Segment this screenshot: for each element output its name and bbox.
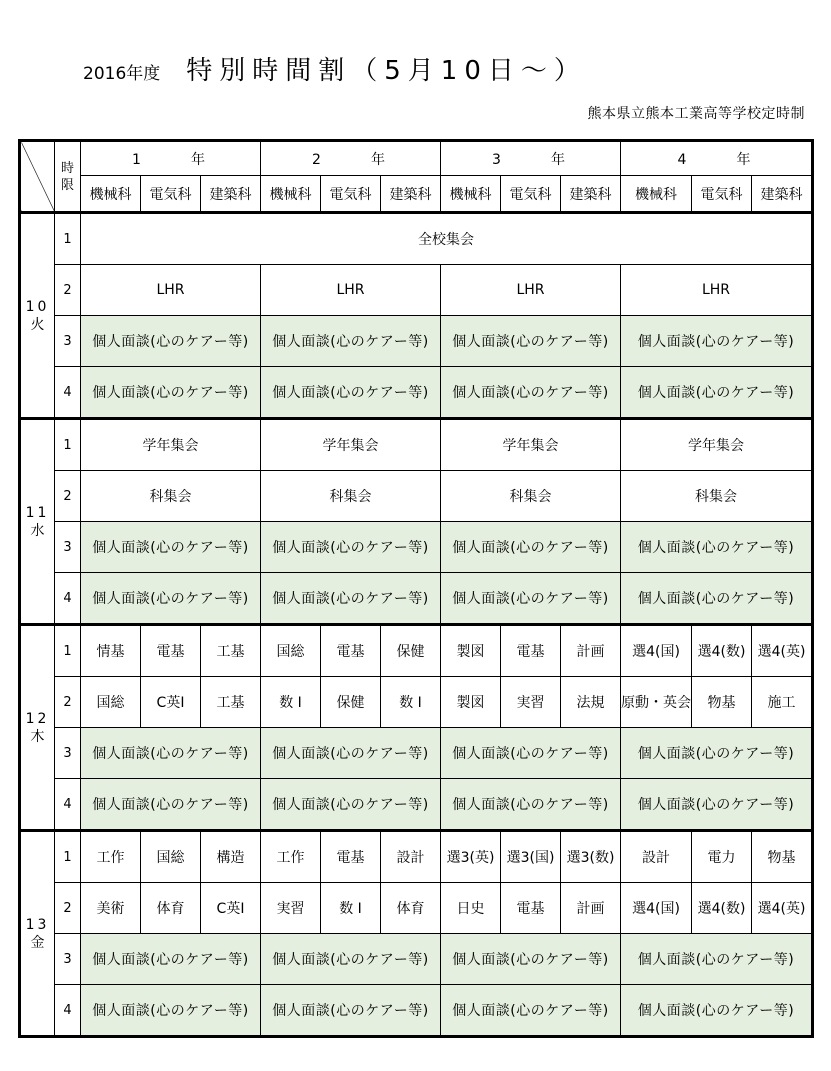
grade-activity-cell: LHR (81, 265, 261, 316)
subject-cell: 物基 (752, 831, 813, 883)
grade-header: 3 年 (441, 141, 621, 176)
period-number: 2 (55, 265, 81, 316)
counseling-cell: 個人面談(心のケアー等) (621, 985, 813, 1037)
counseling-cell: 個人面談(心のケアー等) (81, 934, 261, 985)
subject-cell: 設計 (381, 831, 441, 883)
day-date: 12 (25, 710, 50, 727)
counseling-cell: 個人面談(心のケアー等) (441, 934, 621, 985)
subject-cell: 製図 (441, 625, 501, 677)
department-header: 電気科 (141, 176, 201, 213)
subject-cell: 国総 (141, 831, 201, 883)
subject-cell: 電基 (501, 883, 561, 934)
department-header: 機械科 (81, 176, 141, 213)
subject-cell: 選4(数) (692, 625, 752, 677)
department-header: 電気科 (501, 176, 561, 213)
document-title (83, 50, 587, 87)
subject-cell: 工基 (201, 625, 261, 677)
counseling-cell: 個人面談(心のケアー等) (261, 573, 441, 625)
assembly-cell: 全校集会 (81, 213, 813, 265)
department-header: 電気科 (692, 176, 752, 213)
counseling-cell: 個人面談(心のケアー等) (441, 728, 621, 779)
subject-cell: 選4(英) (752, 625, 813, 677)
subject-cell: 物基 (692, 677, 752, 728)
counseling-cell: 個人面談(心のケアー等) (621, 316, 813, 367)
subject-cell: 電基 (141, 625, 201, 677)
subject-cell: 工作 (261, 831, 321, 883)
day-weekday: 木 (30, 728, 45, 745)
period-number: 3 (55, 316, 81, 367)
period-number: 4 (55, 367, 81, 419)
day-weekday: 金 (30, 934, 45, 951)
subject-cell: 電基 (321, 625, 381, 677)
subject-cell: 選3(英) (441, 831, 501, 883)
subject-cell: 選3(数) (561, 831, 621, 883)
period-number: 2 (55, 883, 81, 934)
subject-cell: 数 I (381, 677, 441, 728)
grade-activity-cell: 学年集会 (621, 419, 813, 471)
counseling-cell: 個人面談(心のケアー等) (621, 728, 813, 779)
period-number: 3 (55, 934, 81, 985)
subject-cell: 選4(数) (692, 883, 752, 934)
grade-activity-cell: 科集会 (621, 471, 813, 522)
subject-cell: 実習 (261, 883, 321, 934)
grade-activity-cell: 学年集会 (441, 419, 621, 471)
day-date: 10 (25, 298, 50, 315)
period-header: 時限 (55, 141, 81, 213)
counseling-cell: 個人面談(心のケアー等) (261, 779, 441, 831)
subject-cell: 工基 (201, 677, 261, 728)
counseling-cell: 個人面談(心のケアー等) (81, 316, 261, 367)
subject-cell: 法規 (561, 677, 621, 728)
subject-cell: 情基 (81, 625, 141, 677)
subject-cell: 選4(国) (621, 883, 692, 934)
counseling-cell: 個人面談(心のケアー等) (261, 522, 441, 573)
counseling-cell: 個人面談(心のケアー等) (441, 573, 621, 625)
subject-cell: 選4(英) (752, 883, 813, 934)
counseling-cell: 個人面談(心のケアー等) (441, 367, 621, 419)
day-cell (20, 419, 55, 625)
subject-cell: 工作 (81, 831, 141, 883)
period-number: 3 (55, 522, 81, 573)
department-header: 建築科 (381, 176, 441, 213)
school-name: 熊本県立熊本工業高等学校定時制 (587, 106, 805, 122)
period-number: 2 (55, 471, 81, 522)
period-number: 4 (55, 985, 81, 1037)
day-date: 13 (25, 916, 50, 933)
subject-cell: 国総 (261, 625, 321, 677)
counseling-cell: 個人面談(心のケアー等) (621, 779, 813, 831)
counseling-cell: 個人面談(心のケアー等) (261, 316, 441, 367)
period-number: 2 (55, 677, 81, 728)
counseling-cell: 個人面談(心のケアー等) (621, 367, 813, 419)
subject-cell: 体育 (381, 883, 441, 934)
corner-diagonal-cell (20, 141, 55, 213)
day-cell (20, 213, 55, 419)
subject-cell: 電基 (321, 831, 381, 883)
subject-cell: 計画 (561, 883, 621, 934)
subject-cell: C英I (141, 677, 201, 728)
counseling-cell: 個人面談(心のケアー等) (441, 316, 621, 367)
subject-cell: 数 I (321, 883, 381, 934)
subject-cell: 数 I (261, 677, 321, 728)
subject-cell: 国総 (81, 677, 141, 728)
period-number: 1 (55, 419, 81, 471)
counseling-cell: 個人面談(心のケアー等) (621, 934, 813, 985)
subject-cell: 原動・英会 (621, 677, 692, 728)
period-number: 1 (55, 625, 81, 677)
department-header: 建築科 (561, 176, 621, 213)
subject-cell: C英I (201, 883, 261, 934)
subject-cell: 保健 (321, 677, 381, 728)
counseling-cell: 個人面談(心のケアー等) (261, 728, 441, 779)
counseling-cell: 個人面談(心のケアー等) (441, 779, 621, 831)
timetable-title: 特別時間割（5月10日～） (186, 56, 587, 86)
subject-cell: 体育 (141, 883, 201, 934)
counseling-cell: 個人面談(心のケアー等) (261, 934, 441, 985)
counseling-cell: 個人面談(心のケアー等) (441, 522, 621, 573)
day-weekday: 水 (30, 522, 45, 539)
counseling-cell: 個人面談(心のケアー等) (81, 573, 261, 625)
period-number: 1 (55, 831, 81, 883)
counseling-cell: 個人面談(心のケアー等) (441, 985, 621, 1037)
counseling-cell: 個人面談(心のケアー等) (81, 367, 261, 419)
counseling-cell: 個人面談(心のケアー等) (81, 985, 261, 1037)
subject-cell: 美術 (81, 883, 141, 934)
grade-activity-cell: LHR (261, 265, 441, 316)
counseling-cell: 個人面談(心のケアー等) (81, 779, 261, 831)
counseling-cell: 個人面談(心のケアー等) (621, 573, 813, 625)
department-header: 機械科 (261, 176, 321, 213)
subject-cell: 製図 (441, 677, 501, 728)
subject-cell: 選3(国) (501, 831, 561, 883)
period-number: 3 (55, 728, 81, 779)
grade-activity-cell: 科集会 (81, 471, 261, 522)
grade-activity-cell: 学年集会 (261, 419, 441, 471)
period-number: 4 (55, 573, 81, 625)
counseling-cell: 個人面談(心のケアー等) (261, 985, 441, 1037)
subject-cell: 保健 (381, 625, 441, 677)
subject-cell: 選4(国) (621, 625, 692, 677)
subject-cell: 設計 (621, 831, 692, 883)
grade-activity-cell: 学年集会 (81, 419, 261, 471)
counseling-cell: 個人面談(心のケアー等) (621, 522, 813, 573)
grade-activity-cell: 科集会 (261, 471, 441, 522)
counseling-cell: 個人面談(心のケアー等) (81, 522, 261, 573)
day-cell (20, 831, 55, 1037)
grade-header: 4 年 (621, 141, 813, 176)
subject-cell: 日史 (441, 883, 501, 934)
day-cell (20, 625, 55, 831)
grade-activity-cell: LHR (621, 265, 813, 316)
department-header: 建築科 (752, 176, 813, 213)
department-header: 機械科 (441, 176, 501, 213)
grade-activity-cell: 科集会 (441, 471, 621, 522)
subject-cell: 構造 (201, 831, 261, 883)
counseling-cell: 個人面談(心のケアー等) (261, 367, 441, 419)
day-date: 11 (25, 504, 50, 521)
department-header: 機械科 (621, 176, 692, 213)
subject-cell: 計画 (561, 625, 621, 677)
subject-cell: 実習 (501, 677, 561, 728)
timetable (18, 139, 814, 1038)
counseling-cell: 個人面談(心のケアー等) (81, 728, 261, 779)
subject-cell: 電力 (692, 831, 752, 883)
department-header: 電気科 (321, 176, 381, 213)
department-header: 建築科 (201, 176, 261, 213)
grade-header: 2 年 (261, 141, 441, 176)
subject-cell: 電基 (501, 625, 561, 677)
grade-activity-cell: LHR (441, 265, 621, 316)
year-label: 2016年度 (83, 64, 161, 84)
period-number: 1 (55, 213, 81, 265)
period-number: 4 (55, 779, 81, 831)
day-weekday: 火 (30, 316, 45, 333)
subject-cell: 施工 (752, 677, 813, 728)
grade-header: 1 年 (81, 141, 261, 176)
